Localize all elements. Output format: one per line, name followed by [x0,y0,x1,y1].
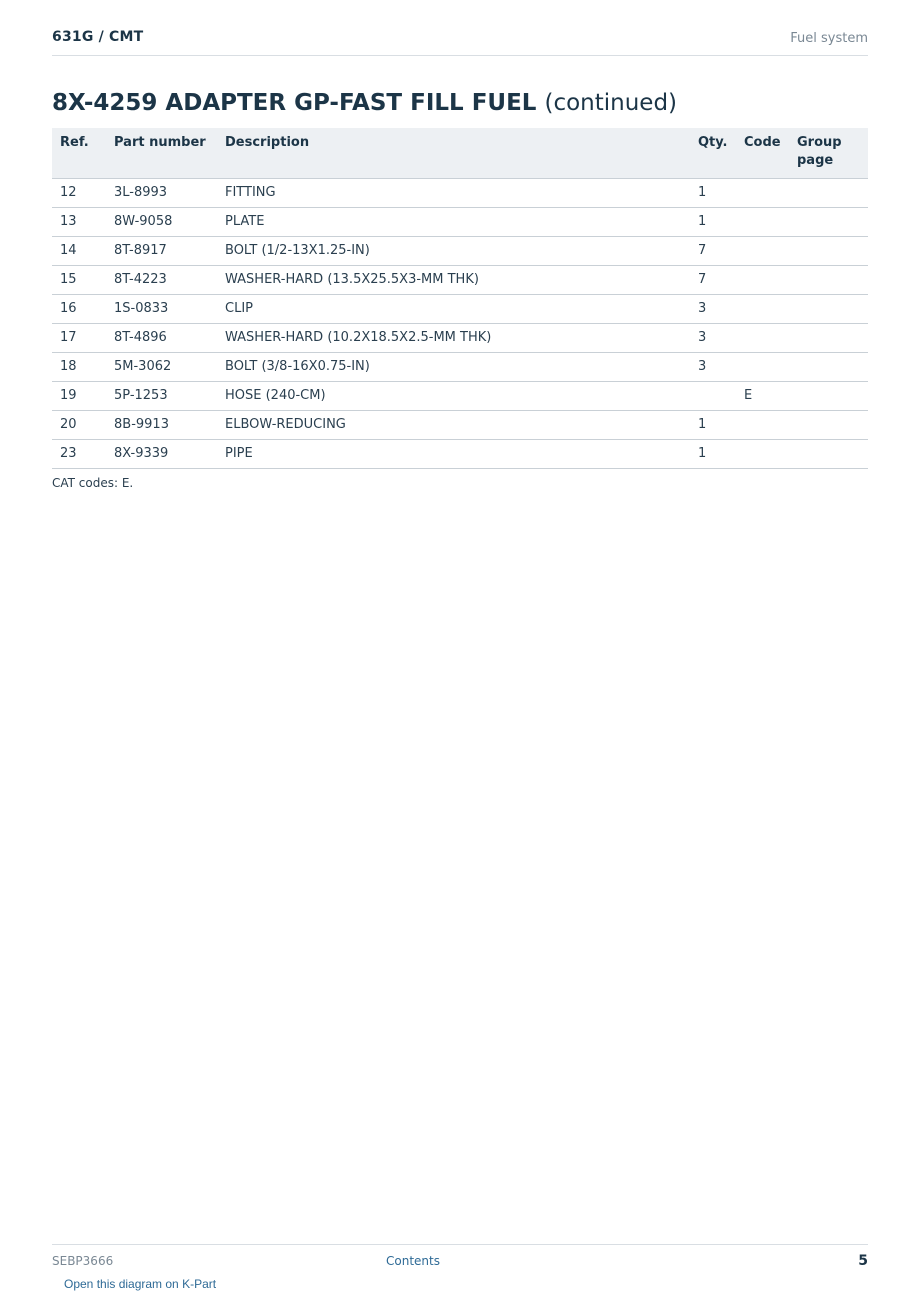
header-ref: Ref. [52,128,106,179]
table-row [52,295,868,324]
cell-qty: 1 [690,208,736,237]
cell-part-number: 8X-9339 [106,440,217,469]
cell-part-number: 1S-0833 [106,295,217,324]
cell-ref: 19 [52,382,106,411]
cell-description: HOSE (240-CM) [217,382,690,411]
table-header-row [52,128,868,179]
cell-qty: 1 [690,411,736,440]
cat-codes-note: CAT codes: E. [52,476,134,490]
cell-ref: 14 [52,237,106,266]
table-row [52,382,868,411]
cell-qty: 3 [690,295,736,324]
page-header [52,28,868,56]
header-qty: Qty. [690,128,736,179]
page-footer [52,1244,868,1301]
cell-qty: 3 [690,324,736,353]
cell-ref: 23 [52,440,106,469]
table-row [52,440,868,469]
table-row [52,237,868,266]
cell-part-number: 8W-9058 [106,208,217,237]
table-row [52,353,868,382]
header-group-page: Group page [789,128,868,179]
cell-part-number: 8T-8917 [106,237,217,266]
cell-code [736,266,789,295]
cell-qty: 7 [690,266,736,295]
cell-group-page [789,295,868,324]
table-row [52,266,868,295]
header-code: Code [736,128,789,179]
cell-description: PLATE [217,208,690,237]
cell-description: BOLT (3/8-16X0.75-IN) [217,353,690,382]
cell-group-page [789,411,868,440]
cell-group-page [789,324,868,353]
cell-part-number: 8T-4223 [106,266,217,295]
cell-description: PIPE [217,440,690,469]
cell-part-number: 5M-3062 [106,353,217,382]
cell-part-number: 3L-8993 [106,179,217,208]
cell-description: CLIP [217,295,690,324]
cell-code [736,440,789,469]
cell-group-page [789,208,868,237]
page-number: 5 [858,1253,868,1269]
cell-description: BOLT (1/2-13X1.25-IN) [217,237,690,266]
cell-code [736,237,789,266]
cell-ref: 13 [52,208,106,237]
cell-group-page [789,440,868,469]
contents-link[interactable]: Contents [386,1254,440,1268]
cell-ref: 17 [52,324,106,353]
title-suffix: (continued) [544,90,678,116]
cell-description: ELBOW-REDUCING [217,411,690,440]
header-description: Description [217,128,690,179]
cell-code: E [736,382,789,411]
cell-qty: 7 [690,237,736,266]
cell-description: WASHER-HARD (13.5X25.5X3-MM THK) [217,266,690,295]
cell-part-number: 8T-4896 [106,324,217,353]
parts-table [52,128,868,469]
cell-ref: 20 [52,411,106,440]
cell-group-page [789,266,868,295]
cell-ref: 16 [52,295,106,324]
cell-qty: 1 [690,440,736,469]
cell-code [736,353,789,382]
table-row [52,179,868,208]
cell-group-page [789,237,868,266]
cell-description: FITTING [217,179,690,208]
cell-qty: 1 [690,179,736,208]
title-main: 8X-4259 ADAPTER GP-FAST FILL FUEL [52,90,537,116]
cell-group-page [789,382,868,411]
cell-code [736,179,789,208]
page-title [52,88,677,118]
table-row [52,411,868,440]
header-part-number: Part number [106,128,217,179]
cell-part-number: 8B-9913 [106,411,217,440]
cell-ref: 15 [52,266,106,295]
cell-code [736,411,789,440]
open-kpart-link[interactable]: Open this diagram on K-Part [64,1277,217,1291]
cell-group-page [789,179,868,208]
table-row [52,208,868,237]
document-number: SEBP3666 [52,1254,114,1268]
cell-code [736,295,789,324]
cell-group-page [789,353,868,382]
cell-qty [690,382,736,411]
cell-part-number: 5P-1253 [106,382,217,411]
section-name: Fuel system [790,31,868,46]
cell-code [736,324,789,353]
parts-table-body [52,179,868,469]
cell-qty: 3 [690,353,736,382]
model-label: 631G / CMT [52,29,144,45]
table-row [52,324,868,353]
cell-description: WASHER-HARD (10.2X18.5X2.5-MM THK) [217,324,690,353]
cell-ref: 18 [52,353,106,382]
cell-code [736,208,789,237]
cell-ref: 12 [52,179,106,208]
